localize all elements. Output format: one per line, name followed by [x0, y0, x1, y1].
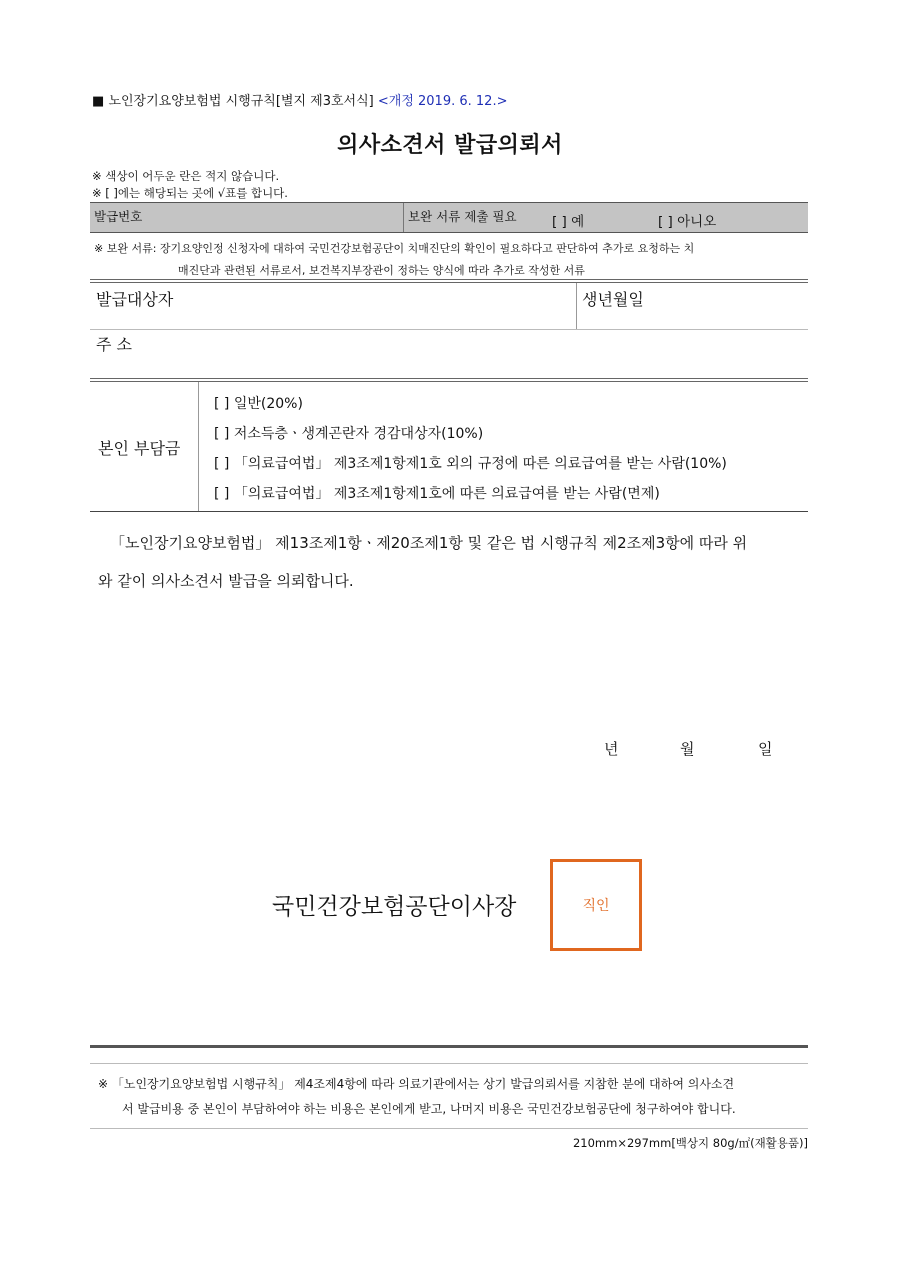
copay-option-low-income[interactable]: [ ] 저소득층ㆍ생계곤란자 경감대상자(10%)	[214, 426, 484, 442]
footnote-line1: ※ 「노인장기요양보험법 시행규칙」 제4조제4항에 따라 의료기관에서는 상기 발급의뢰서를 지참한 분에 대하여 의사소견	[98, 1077, 735, 1091]
column-divider	[576, 283, 577, 329]
divider-line	[90, 1063, 808, 1064]
divider-line	[90, 282, 808, 283]
copay-option-general[interactable]: [ ] 일반(20%)	[214, 396, 303, 412]
official-seal-box	[550, 859, 642, 951]
paper-spec: 210mm×297mm[백상지 80g/㎡(재활용품)]	[572, 1136, 808, 1150]
copay-option-exempt[interactable]: [ ] 「의료급여법」 제3조제1항제1호에 따른 의료급여를 받는 사람(면제)	[214, 486, 660, 502]
footer-divider	[90, 1045, 808, 1048]
form-reference	[92, 90, 507, 109]
date-month: 월	[680, 740, 695, 758]
supplement-yes-checkbox[interactable]: [ ] 예	[552, 214, 585, 230]
date-year: 년	[604, 740, 619, 758]
footnote-line2: 서 발급비용 중 본인이 부담하여야 하는 비용은 본인에게 받고, 나머지 비용은 국민건강보험공단에 청구하여야 합니다.	[122, 1102, 736, 1116]
supplement-note-line2: 매진단과 관련된 서류로서, 보건복지부장관이 정하는 양식에 따라 추가로 작성한 서류	[178, 264, 585, 277]
statement-line2: 와 같이 의사소견서 발급을 의뢰합니다.	[98, 572, 354, 590]
address-label: 주 소	[96, 335, 132, 354]
statement-line1: 「노인장기요양보험법」 제13조제1항ㆍ제20조제1항 및 같은 법 시행규칙 제2조제3항에 따라 위	[110, 534, 748, 552]
supplement-no-checkbox[interactable]: [ ] 아니오	[658, 214, 717, 230]
issue-number-label: 발급번호	[94, 209, 143, 224]
issuer-name: 국민건강보험공단이사장	[272, 894, 517, 920]
seal-text: 직인	[582, 898, 610, 914]
square-bullet: ■	[92, 94, 105, 109]
column-divider	[198, 382, 199, 512]
applicant-name-label: 발급대상자	[96, 290, 174, 309]
copay-option-medical-aid[interactable]: [ ] 「의료급여법」 제3조제1항제1호 외의 규정에 따른 의료급여를 받는 사람(10%)	[214, 456, 727, 472]
note-shaded-fields: ※ 색상이 어두운 란은 적지 않습니다.	[92, 169, 280, 183]
divider-line	[90, 329, 808, 330]
issue-number-row	[90, 202, 808, 233]
copay-label: 본인 부담금	[98, 439, 181, 458]
row-divider	[403, 203, 404, 232]
divider-line	[90, 279, 808, 280]
document-title: 의사소견서 발급의뢰서	[337, 133, 563, 158]
note-checkbox-instruction: ※ [ ]에는 해당되는 곳에 √표를 합니다.	[92, 186, 288, 200]
birth-date-label: 생년월일	[582, 290, 644, 309]
divider-line	[90, 378, 808, 379]
revision-date: <개정 2019. 6. 12.>	[377, 94, 508, 109]
date-day: 일	[758, 740, 773, 758]
form-reference-text: 노인장기요양보험법 시행규칙[별지 제3호서식]	[108, 94, 374, 109]
supplement-note-line1: ※ 보완 서류: 장기요양인정 신청자에 대하여 국민건강보험공단이 치매진단의 확인이 필요하다고 판단하여 추가로 요청하는 치	[94, 242, 695, 255]
divider-line	[90, 511, 808, 512]
divider-line	[90, 1128, 808, 1129]
supplement-required-label: 보완 서류 제출 필요	[408, 209, 517, 224]
